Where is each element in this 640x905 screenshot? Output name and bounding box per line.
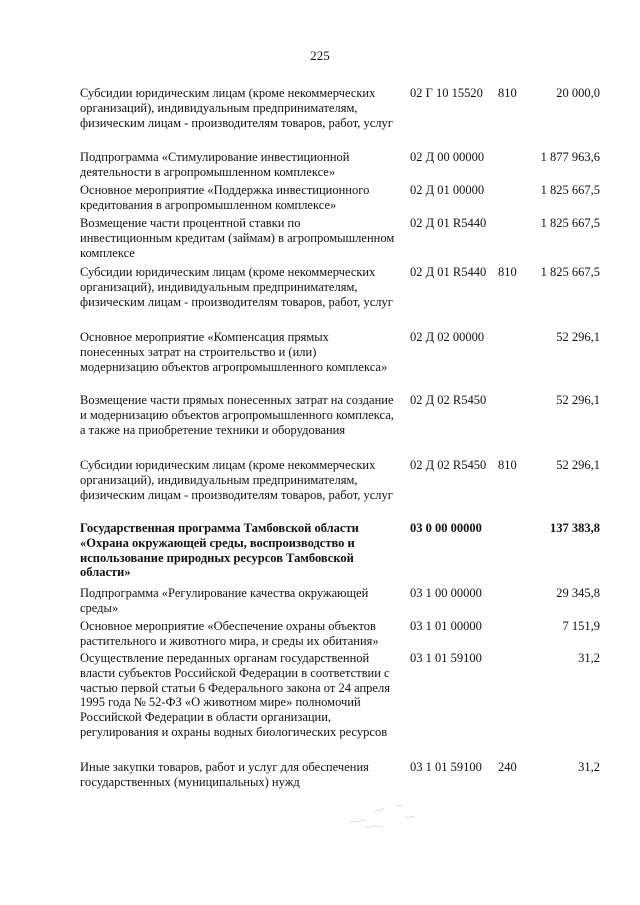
row-code: 02 Д 00 00000	[410, 150, 485, 164]
row-vr: 810	[498, 265, 517, 279]
row-name: Основное мероприятие «Обеспечение охраны объектов растительного и животного мира, и среды их обитания»	[80, 619, 379, 648]
row-code: 03 1 01 59100	[410, 651, 482, 665]
row-name: Государственная программа Тамбовской области «Охрана окружающей среды, воспроизводство и использование природных ресурсов Тамбовской области»	[80, 521, 359, 580]
faint-stamp-marks	[345, 792, 435, 832]
row-amount: 137 383,8	[550, 521, 600, 535]
row-code: 02 Д 02 R5450	[410, 458, 487, 472]
row-name: Субсидии юридическим лицам (кроме некоммерческих организаций), индивидуальным предпринимателям, физическим лицам - производителям товаров, работ, услуг	[80, 86, 393, 130]
row-amount: 7 151,9	[562, 619, 600, 633]
row-name: Основное мероприятие «Компенсация прямых понесенных затрат на строительство и (или) модернизацию объектов агропромышленного комплекса»	[80, 330, 388, 374]
row-code: 03 1 01 59100	[410, 760, 482, 774]
row-amount: 52 296,1	[556, 393, 600, 407]
row-amount: 31,2	[578, 651, 600, 665]
row-code: 03 1 00 00000	[410, 586, 482, 600]
row-name: Осуществление переданных органам государственной власти субъектов Российской Федерации в соответствии с частью первой статьи 6 Федерального закона от 24 апреля 1995 года № 52-ФЗ «О животном мире» полномочий Российской Федерации в области организации, регулирования и охраны водных биологических ресурсов	[80, 651, 390, 739]
row-vr: 810	[498, 86, 517, 100]
row-amount: 1 825 667,5	[540, 183, 600, 197]
row-code: 02 Г 10 15520	[410, 86, 483, 100]
row-code: 02 Д 02 R5450	[410, 393, 487, 407]
row-amount: 1 877 963,6	[540, 150, 600, 164]
row-code: 03 1 01 00000	[410, 619, 482, 633]
row-code: 02 Д 01 R5440	[410, 216, 487, 230]
row-amount: 29 345,8	[556, 586, 600, 600]
row-vr: 810	[498, 458, 517, 472]
row-name: Основное мероприятие «Поддержка инвестиционного кредитования в агропромышленном комплексе»	[80, 183, 370, 212]
row-code: 02 Д 02 00000	[410, 330, 485, 344]
row-amount: 1 825 667,5	[540, 265, 600, 279]
row-name: Возмещение части процентной ставки по инвестиционным кредитам (займам) в агропромышленном комплексе	[80, 216, 395, 260]
row-amount: 20 000,0	[556, 86, 600, 100]
row-name: Подпрограмма «Регулирование качества окружающей среды»	[80, 586, 369, 615]
row-code: 02 Д 01 00000	[410, 183, 485, 197]
row-amount: 52 296,1	[556, 330, 600, 344]
row-name: Субсидии юридическим лицам (кроме некоммерческих организаций), индивидуальным предпринимателям, физическим лицам - производителям товаров, работ, услуг	[80, 458, 393, 502]
row-vr: 240	[498, 760, 517, 774]
row-code: 03 0 00 00000	[410, 521, 482, 535]
page-number: 225	[310, 48, 330, 63]
row-code: 02 Д 01 R5440	[410, 265, 487, 279]
row-name: Возмещение части прямых понесенных затрат на создание и модернизацию объектов агропромышленного комплекса, а также на приобретение техники и оборудования	[80, 393, 394, 437]
row-name: Подпрограмма «Стимулирование инвестиционной деятельности в агропромышленном комплексе»	[80, 150, 350, 179]
row-name: Субсидии юридическим лицам (кроме некоммерческих организаций), индивидуальным предпринимателям, физическим лицам - производителям товаров, работ, услуг	[80, 265, 393, 309]
row-name: Иные закупки товаров, работ и услуг для обеспечения государственных (муниципальных) нужд	[80, 760, 369, 789]
row-amount: 31,2	[578, 760, 600, 774]
row-amount: 1 825 667,5	[540, 216, 600, 230]
row-amount: 52 296,1	[556, 458, 600, 472]
